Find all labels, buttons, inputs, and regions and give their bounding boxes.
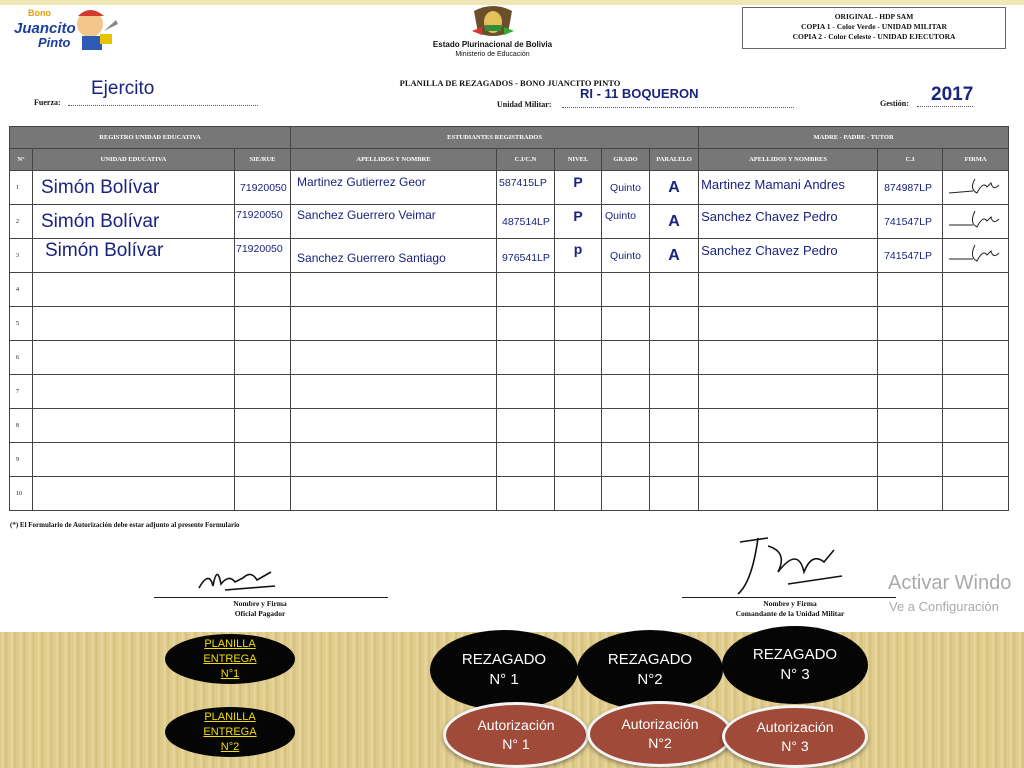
tutor-ci: 874987LP xyxy=(878,171,943,205)
paralelo: A xyxy=(650,239,699,273)
comandante-label xyxy=(705,599,875,619)
planilla-entrega-1-button[interactable] xyxy=(165,634,295,684)
school-name: Simón Bolívar xyxy=(33,205,235,239)
col-apellidos-nombre: APELLIDOS Y NOMBRE xyxy=(291,149,497,171)
col-tutor-nombres: APELLIDOS Y NOMBRES xyxy=(699,149,878,171)
row-number: 8 xyxy=(10,409,33,443)
row-number: 4 xyxy=(10,273,33,307)
copy-2: COPIA 2 - Color Celeste - UNIDAD EJECUTORA xyxy=(792,32,956,41)
group-registro: REGISTRO UNIDAD EDUCATIVA xyxy=(10,127,291,149)
comandante-label-line2: Comandante de la Unidad Militar xyxy=(735,609,845,618)
sie-code: 71920050 xyxy=(235,205,291,239)
bono-juancito-pinto-logo xyxy=(12,6,122,52)
pagador-signature-line xyxy=(154,597,388,598)
row-number: 7 xyxy=(10,375,33,409)
ministry-name: Ministerio de Educación xyxy=(455,51,530,58)
unidad-militar-label: Unidad Militar: xyxy=(497,100,552,109)
autorizacion-3-button[interactable] xyxy=(722,705,868,768)
planilla-entrega-2-button[interactable] xyxy=(165,707,295,757)
table-row-empty xyxy=(10,409,1009,443)
col-firma: FIRMA xyxy=(943,149,1009,171)
row-number: 5 xyxy=(10,307,33,341)
group-tutor: MADRE - PADRE - TUTOR xyxy=(699,127,1009,149)
gestion-value: 2017 xyxy=(931,84,974,105)
group-estudiantes: ESTUDIANTES REGISTRADOS xyxy=(291,127,699,149)
autorizacion-2-button[interactable] xyxy=(587,701,733,767)
signature-scribble-icon xyxy=(943,239,1003,267)
signature-scribble-icon xyxy=(943,205,1003,233)
coat-of-arms-icon xyxy=(470,5,516,39)
table-row xyxy=(10,171,1009,205)
row-number: 9 xyxy=(10,443,33,477)
school-name: Simón Bolívar xyxy=(33,239,235,273)
tutor-ci: 741547LP xyxy=(878,239,943,273)
signature-cell xyxy=(943,171,1009,205)
tutor-name: Sanchez Chavez Pedro xyxy=(699,239,878,273)
gestion-label: Gestión: xyxy=(880,99,909,108)
nivel: P xyxy=(555,205,602,239)
pagador-signature-icon xyxy=(195,560,285,601)
logo-text-pinto: Pinto xyxy=(38,35,71,50)
col-grado: GRADO xyxy=(602,149,650,171)
student-name: Sanchez Guerrero Santiago xyxy=(291,239,497,273)
footnote: (*) El Formulario de Autorización debe estar adjunto al presente Formulario xyxy=(10,521,240,529)
button-label: N°1 xyxy=(220,667,240,680)
school-name: Simón Bolívar xyxy=(33,171,235,205)
comandante-signature-line xyxy=(682,597,896,598)
button-label: N°2 xyxy=(220,740,240,753)
nivel: p xyxy=(555,239,602,273)
paralelo: A xyxy=(650,205,699,239)
button-label: N°2 xyxy=(637,671,663,688)
student-ci: 587415LP xyxy=(497,171,555,205)
gestion-line xyxy=(917,106,973,107)
button-label: N° 3 xyxy=(781,737,809,754)
document-title: PLANILLA DE REZAGADOS - BONO JUANCITO PINTO xyxy=(399,78,621,88)
copy-original: ORIGINAL - HDP SAM xyxy=(834,12,914,21)
button-label: REZAGADO xyxy=(461,651,547,668)
nivel: P xyxy=(555,171,602,205)
row-number: 6 xyxy=(10,341,33,375)
rezagados-table xyxy=(9,126,1009,511)
table-row-empty xyxy=(10,341,1009,375)
signature-cell xyxy=(943,205,1009,239)
grado: Quinto xyxy=(602,171,650,205)
col-nivel: NIVEL xyxy=(555,149,602,171)
table-row xyxy=(10,239,1009,273)
button-label: Autorización xyxy=(477,717,555,733)
button-label: REZAGADO xyxy=(607,651,693,668)
student-name: Martinez Gutierrez Geor xyxy=(291,171,497,205)
table-row-empty xyxy=(10,477,1009,511)
fuerza-value: Ejercito xyxy=(91,78,155,99)
table-row-empty xyxy=(10,375,1009,409)
activate-windows-subtext: Ve a Configuración xyxy=(889,599,999,614)
button-label: PLANILLA xyxy=(204,637,256,650)
student-ci: 487514LP xyxy=(497,205,555,239)
activate-windows-watermark: Activar Windo xyxy=(888,572,1012,594)
signature-scribble-icon xyxy=(943,171,1003,199)
col-tutor-ci: C.I xyxy=(878,149,943,171)
button-label: N° 1 xyxy=(489,671,519,688)
student-name: Sanchez Guerrero Veimar xyxy=(291,205,497,239)
row-number: 1 xyxy=(10,171,33,205)
tutor-name: Sanchez Chavez Pedro xyxy=(699,205,878,239)
col-n: N° xyxy=(10,149,33,171)
row-number: 3 xyxy=(10,239,33,273)
pagador-label-line2: Oficial Pagador xyxy=(234,609,286,618)
state-name: Estado Plurinacional de Bolivia xyxy=(432,40,553,49)
comandante-label-line1: Nombre y Firma xyxy=(763,599,817,608)
unidad-militar-value: RI - 11 BOQUERON xyxy=(580,86,699,101)
button-label: N°2 xyxy=(648,735,672,751)
fuerza-line xyxy=(68,105,258,106)
group-header-row xyxy=(10,127,1009,149)
tutor-ci: 741547LP xyxy=(878,205,943,239)
col-ci-cn: C.I/C.N xyxy=(497,149,555,171)
rezagado-3-button[interactable] xyxy=(722,626,868,704)
sie-code: 71920050 xyxy=(235,239,291,273)
row-number: 2 xyxy=(10,205,33,239)
copy-1: COPIA 1 - Color Verde - UNIDAD MILITAR xyxy=(801,22,947,31)
col-unidad-educativa: UNIDAD EDUCATIVA xyxy=(33,149,235,171)
button-label: ENTREGA xyxy=(203,725,257,738)
button-label: ENTREGA xyxy=(203,652,257,665)
button-label: REZAGADO xyxy=(752,646,838,663)
table-row xyxy=(10,205,1009,239)
student-ci: 976541LP xyxy=(497,239,555,273)
grado: Quinto xyxy=(602,205,650,239)
unidad-militar-line xyxy=(562,107,794,108)
table-row-empty xyxy=(10,443,1009,477)
tutor-name: Martinez Mamani Andres xyxy=(699,171,878,205)
table-row-empty xyxy=(10,273,1009,307)
grado: Quinto xyxy=(602,239,650,273)
button-label: N° 3 xyxy=(780,666,810,683)
logo-text-juancito: Juancito xyxy=(14,20,76,37)
row-number: 10 xyxy=(10,477,33,511)
rezagado-1-button[interactable] xyxy=(430,630,578,710)
autorizacion-1-button[interactable] xyxy=(443,702,589,768)
pagador-label-line1: Nombre y Firma xyxy=(233,599,287,608)
button-label: Autorización xyxy=(756,718,834,735)
signature-cell xyxy=(943,239,1009,273)
button-label: PLANILLA xyxy=(204,710,256,723)
sie-code: 71920050 xyxy=(235,171,291,205)
rezagado-2-button[interactable] xyxy=(577,630,723,710)
column-header-row xyxy=(10,149,1009,171)
col-paralelo: PARALELO xyxy=(650,149,699,171)
button-label: Autorización xyxy=(621,716,699,732)
copies-legend-box xyxy=(742,7,1006,49)
comandante-signature-icon xyxy=(728,532,848,607)
logo-text-bono: Bono xyxy=(28,8,51,18)
fuerza-label: Fuerza: xyxy=(34,98,61,107)
pagador-label xyxy=(200,599,320,619)
table-row-empty xyxy=(10,307,1009,341)
button-label: N° 1 xyxy=(502,736,530,752)
col-sie-rue: SIE/RUE xyxy=(235,149,291,171)
paralelo: A xyxy=(650,171,699,205)
